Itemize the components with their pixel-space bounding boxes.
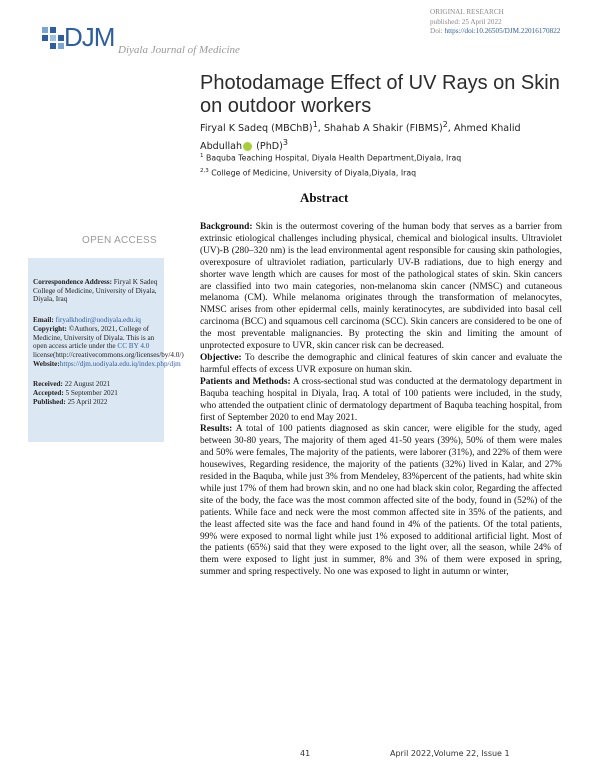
abstract-body — [200, 222, 562, 579]
affiliation-item — [200, 150, 550, 165]
copyright — [33, 324, 184, 360]
objective-text: To describe the demographic and clinical features of skin cancer and evaluate the harmful effects of excess UVR exposure on human skin. — [200, 352, 562, 375]
methods-label: Patients and Methods: — [200, 376, 291, 387]
abstract-background — [200, 222, 562, 353]
issue-info: April 2022,Volume 22, Issue 1 — [390, 749, 510, 758]
published-date: published: 25 April 2022 — [430, 17, 502, 26]
abstract-objective — [200, 353, 562, 377]
author-3-sup: 3 — [282, 138, 289, 148]
accepted-label: Accepted: — [33, 389, 64, 398]
affiliation-item — [200, 165, 550, 180]
website-link[interactable]: https://djm.uodiyala.edu.iq/index.php/djm — [59, 359, 181, 368]
article-title: Photodamage Effect of UV Rays on Skin on outdoor workers — [200, 72, 560, 117]
affiliation-text: Baquba Teaching Hospital, Diyala Health Department,Diyala, Iraq — [205, 153, 462, 163]
objective-label: Objective: — [200, 352, 242, 363]
page-number: 41 — [300, 749, 311, 758]
doi — [430, 27, 560, 37]
license-link[interactable]: CC BY 4.0 — [117, 342, 150, 351]
background-text: Skin is the outermost covering of the human body that serves as a barrier from extrinsic etiological challenges including physical, chemical and biological insults. Ultraviolet (UV)-B (280–320 nm) is the lead environmental agent responsible for causing skin pathologies, overexposure of ultraviolet radiation, particularly UV-B radiations, due to high energy and shorter wave length which are causes for most of the pathological states of skin. Skin cancers are classified into two main categories, non-melanoma skin cancer (NMSC) and cutaneous melanoma (CM). While melanoma originates through the transformation of melanocytes, NMSC arises from other epidermal cells, mainly keratinocytes, are subdivided into basal cell carcinoma (BCC) and squamous cell carcinoma (SCC). Skin cancers are considered to be one of the most preventable malignancies. By protecting the skin and limiting the amount of unprotected exposure to UVR, skin cancer risk can be decreased. — [200, 222, 562, 352]
doi-link[interactable]: https://doi:10.26505/DJM.22016170822 — [444, 27, 561, 36]
website — [33, 359, 181, 369]
journal-logo-icon — [42, 27, 64, 49]
email-label: Email: — [33, 316, 54, 325]
author-1: Firyal K Sadeq (MBChB) — [200, 123, 313, 135]
correspondence-value: Firyal K Sadeq College of Medicine, University of Diyala, Diyala, Iraq — [33, 278, 158, 304]
affiliation-sup: 1 — [200, 153, 204, 159]
correspondence — [33, 278, 159, 304]
email — [33, 316, 159, 325]
affiliation-sup: 2,3 — [200, 167, 209, 174]
received — [33, 380, 159, 389]
abstract-methods — [200, 377, 562, 425]
author-list — [200, 118, 530, 154]
received-date: 22 August 2021 — [62, 380, 111, 389]
doi-label: Doi: — [430, 27, 443, 36]
received-label: Received: — [33, 380, 63, 389]
affiliations — [200, 150, 550, 179]
background-label: Background: — [200, 222, 253, 232]
author-2-sup: 2 — [442, 120, 448, 129]
correspondence-box — [28, 258, 184, 442]
published — [33, 398, 159, 407]
journal-logo-text: DJM — [64, 22, 115, 52]
copyright-label: Copyright: — [33, 324, 67, 333]
methods-text: A cross-sectional stud was conducted at the dermatology department in Baquba teaching hospital in Diyala, Iraq. A total of 100 patients were included, in the study, who attended the outpatient clinic of dermatology department of Baquba teaching hospital, from first of September 2020 to end May 2021. — [200, 376, 562, 423]
published-date-sidebar: 25 April 2022 — [65, 397, 108, 406]
article-meta — [430, 8, 560, 37]
article-type: ORIGINAL RESEARCH — [430, 8, 504, 16]
author-3-degree: (PhD) — [253, 141, 283, 153]
correspondence-label: Correspondence Address: — [33, 278, 112, 286]
affiliation-text: College of Medicine, University of Diyala,Diyala, Iraq — [211, 168, 417, 178]
open-access-label: OPEN ACCESS — [82, 235, 157, 246]
accepted — [33, 389, 159, 398]
author-3: , Ahmed Khalid Abdullah — [200, 123, 521, 153]
abstract-heading: Abstract — [300, 190, 349, 205]
author-1-sup: 1 — [312, 120, 318, 129]
abstract-results — [200, 424, 562, 579]
results-text: A total of 100 patients diagnosed as skin cancer, were eligible for the study, aged between 30-80 years, The majority of them aged 41-50 years (39%), 50% of them were males and 50% were females, The majority of the patients, were laborer (31%), and 22% of them were housewives, Regarding residence, the majority of the patients (32%) lived in Kalar, and 27% resided in the Baquba, while just 3% from Mendeley, 83%percent of the patients, had white skin while just 17% of them had brown skin, and no one had black skin color, Regarding the affected site of the body, the face was the most common affected site of the body, found in (52%) of the patients. While face and neck were the most common affected site in 35% of the patients, and the least affected site was the face and hand found in 4% of the patients. Of the total patients, 99% were exposed to normal light while just 1% exposed to additional artificial light. Most of the patients (65%) said that they were exposed to the light over, all the season, while 24% of them were exposed to light just in summer, 8% and 3% of them were exposed in spring, summer and spring respectively. No one was exposed to light in autumn or winter, — [200, 424, 562, 578]
author-2: , Shahab A Shakir (FIBMS) — [317, 123, 443, 135]
published-label: Published: — [33, 397, 66, 406]
results-label: Results: — [200, 424, 233, 435]
copyright-text: ©Authors, 2021, College of Medicine, University of Diyala. This is an open access article under the — [33, 324, 155, 351]
email-link[interactable]: firyalkhodir@uodiyala.edu.iq — [55, 316, 141, 325]
accepted-date: 5 September 2021 — [63, 389, 118, 398]
website-label: Website: — [33, 359, 60, 368]
license-url: license(http://creativecommons.org/licenses/by/4.0/) — [33, 350, 184, 359]
journal-name: Diyala Journal of Medicine — [118, 44, 240, 56]
